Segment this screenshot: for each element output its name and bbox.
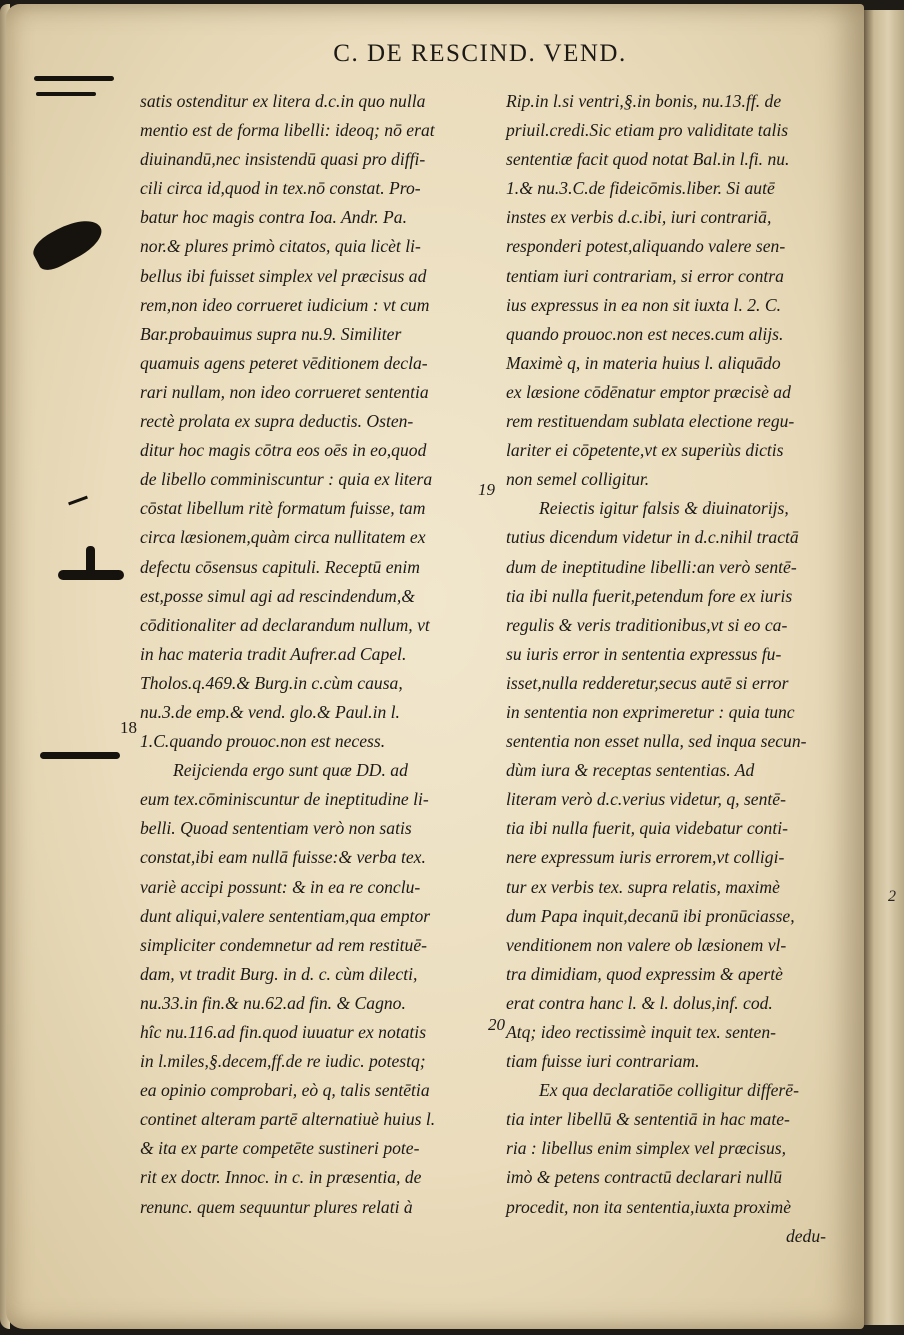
text-line: belli. Quoad sententiam verò non satis [140, 818, 412, 839]
text-line: ex læsione cōdēnatur emptor præcisè ad [506, 381, 791, 402]
text-line: dam, vt tradit Burg. in d. c. cùm dilecti, [140, 963, 418, 984]
margin-ink-mark [40, 752, 120, 759]
text-line: est,posse simul agi ad rescindendum,& [140, 585, 415, 606]
text-line: cōstat libellum ritè formatum fuisse, tam [140, 498, 426, 519]
text-line: instes ex verbis d.c.ibi, iuri contrariā, [506, 207, 772, 228]
text-line: mentio est de forma libelli: ideoq; nō erat [140, 120, 435, 141]
text-line: circa læsionem,quàm circa nullitatem ex [140, 527, 426, 548]
text-line: diuinandū,nec insistendū quasi pro diffi- [140, 149, 426, 170]
text-line: Maximè q, in materia huius l. aliquādo [506, 352, 781, 373]
text-line: dùm iura & receptas sententias. Ad [506, 760, 755, 781]
text-line: lariter ei cōpetente,vt ex superiùs dictis [506, 440, 784, 461]
text-line: rectè prolata ex supra deductis. Osten- [140, 411, 414, 432]
text-line: Rip.in l.si ventri,§.in bonis, nu.13.ff. de [506, 91, 782, 111]
text-line: ria : libellus enim simplex vel præcisus, [506, 1138, 786, 1159]
text-line: imò & petens contractū declarari nullū [506, 1167, 783, 1188]
text-line: 1.& nu.3.C.de fideicōmis.liber. Si autē [506, 178, 775, 199]
text-line: ditur hoc magis cōtra eos oēs in eo,quod [140, 440, 427, 461]
text-line: dum Papa inquit,decanū ibi pronūciasse, [506, 905, 795, 926]
adjacent-page-fragment: 2 [888, 888, 896, 905]
margin-ink-mark [68, 496, 88, 506]
text-line: constat,ibi eam nullā fuisse:& verba tex. [140, 847, 426, 868]
margin-ink-blot [28, 211, 108, 275]
text-line: Atq; ideo rectissimè inquit tex. senten- [506, 1022, 777, 1042]
margin-number-20: 20 [488, 1015, 505, 1034]
text-line: non semel colligitur. [506, 469, 650, 490]
margin-ink-blot [58, 570, 124, 580]
text-line: eum tex.cōminiscuntur de ineptitudine li- [140, 789, 429, 810]
text-line: tentiam iuri contrariam, si error contra [506, 265, 784, 286]
text-line: nere expressum iuris errorem,vt colligi- [506, 847, 785, 868]
text-line: quando prouoc.non est neces.cum alijs. [506, 323, 784, 344]
text-line: dedu- [785, 1225, 826, 1246]
text-line: in sententia non exprimeretur : quia tunc [506, 701, 795, 722]
text-line: su iuris error in sententia expressus fu- [506, 643, 782, 664]
margin-ink-mark [36, 92, 96, 96]
text-line: quamuis agens peteret vēditionem decla- [140, 352, 428, 373]
left-text-column [140, 87, 480, 1222]
running-header: C. DE RESCIND. VEND. [333, 40, 627, 67]
text-line: variè accipi possunt: & in ea re conclu- [140, 876, 421, 897]
text-line: nu.33.in fin.& nu.62.ad fin. & Cagno. [140, 992, 406, 1013]
text-line: rem restituendam sublata electione regu- [506, 411, 795, 432]
margin-number-18: 18 [120, 718, 137, 737]
text-line: nor.& plures primò citatos, quia licèt li- [140, 236, 421, 257]
text-line: & ita ex parte competēte sustineri pote- [140, 1138, 420, 1159]
text-line: tia ibi nulla fuerit,petendum fore ex iuris [506, 585, 793, 606]
text-line: sententia non esset nulla, sed inqua secun- [506, 731, 807, 752]
text-line: Ex qua declaratiōe colligitur differē- [539, 1080, 799, 1101]
text-line: tra dimidiam, quod expressim & apertè [506, 963, 783, 984]
text-line: erat contra hanc l. & l. dolus,inf. cod. [506, 992, 773, 1013]
text-line: hîc nu.116.ad fin.quod iuuatur ex notatis [140, 1022, 427, 1042]
text-line: continet alteram partē alternatiuè huius l. [140, 1109, 436, 1130]
margin-number-19: 19 [478, 480, 495, 499]
text-line: 1.C.quando prouoc.non est necess. [140, 731, 386, 752]
text-line: sententiæ facit quod notat Bal.in l.fi. nu. [506, 149, 790, 170]
text-line: in hac materia tradit Aufrer.ad Capel. [140, 643, 407, 664]
text-line: de libello comminiscuntur : quia ex litera [140, 469, 433, 490]
text-line: literam verò d.c.verius videtur, q, sentē- [506, 789, 786, 810]
margin-ink-mark [34, 76, 114, 81]
text-line: venditionem non valere ob læsionem vl- [506, 934, 787, 955]
text-line: simpliciter condemnetur ad rem restituē- [140, 934, 427, 955]
text-line: rit ex doctr. Innoc. in c. in præsentia, de [140, 1167, 422, 1188]
text-line: batur hoc magis contra Ioa. Andr. Pa. [140, 207, 407, 228]
text-line: rari nullam, non ideo corrueret sententia [140, 381, 429, 402]
text-line: Bar.probauimus supra nu.9. Similiter [140, 323, 402, 344]
text-line: dum de ineptitudine libelli:an verò sentē- [506, 556, 797, 577]
text-line: nu.3.de emp.& vend. glo.& Paul.in l. [140, 701, 400, 722]
text-line: in l.miles,§.decem,ff.de re iudic. potestq; [140, 1051, 426, 1072]
text-line: tia inter libellū & sententiā in hac mate- [506, 1109, 790, 1130]
text-line: renunc. quem sequuntur plures relati à [140, 1196, 413, 1217]
text-line: dunt aliqui,valere sententiam,qua emptor [140, 905, 431, 926]
text-line: Tholos.q.469.& Burg.in c.cùm causa, [140, 672, 403, 693]
text-line: isset,nulla redderetur,secus autē si error [506, 672, 789, 693]
right-text-column [506, 87, 836, 1251]
adjacent-page-edge [864, 10, 904, 1325]
text-line: ius expressus in ea non sit iuxta l. 2. C. [506, 294, 781, 315]
text-line: responderi potest,aliquando valere sen- [506, 236, 786, 257]
text-line: ea opinio comprobari, eò q, talis sentētia [140, 1080, 430, 1101]
text-line: cili circa id,quod in tex.nō constat. Pro- [140, 178, 421, 199]
text-line: satis ostenditur ex litera d.c.in quo nulla [140, 91, 426, 111]
text-line: tiam fuisse iuri contrariam. [506, 1051, 700, 1072]
text-line: rem,non ideo corrueret iudicium : vt cum [140, 294, 430, 315]
text-line: procedit, non ita sententia,iuxta proximè [506, 1196, 792, 1217]
text-line: tutius dicendum videtur in d.c.nihil tractā [506, 527, 799, 548]
text-line: defectu cōsensus capituli. Receptū enim [140, 556, 420, 577]
text-line: priuil.credi.Sic etiam pro validitate talis [506, 120, 789, 141]
text-line: tia ibi nulla fuerit, quia videbatur conti- [506, 818, 788, 839]
text-line: regulis & veris traditionibus,vt si eo ca- [506, 614, 788, 635]
text-line: tur ex verbis tex. supra relatis, maximè [506, 876, 780, 897]
text-line: cōditionaliter ad declarandum nullum, vt [140, 614, 430, 635]
text-line: bellus ibi fuisset simplex vel præcisus ad [140, 265, 427, 286]
text-line: Reijcienda ergo sunt quæ DD. ad [173, 760, 408, 781]
text-line: Reiectis igitur falsis & diuinatorijs, [539, 498, 789, 519]
